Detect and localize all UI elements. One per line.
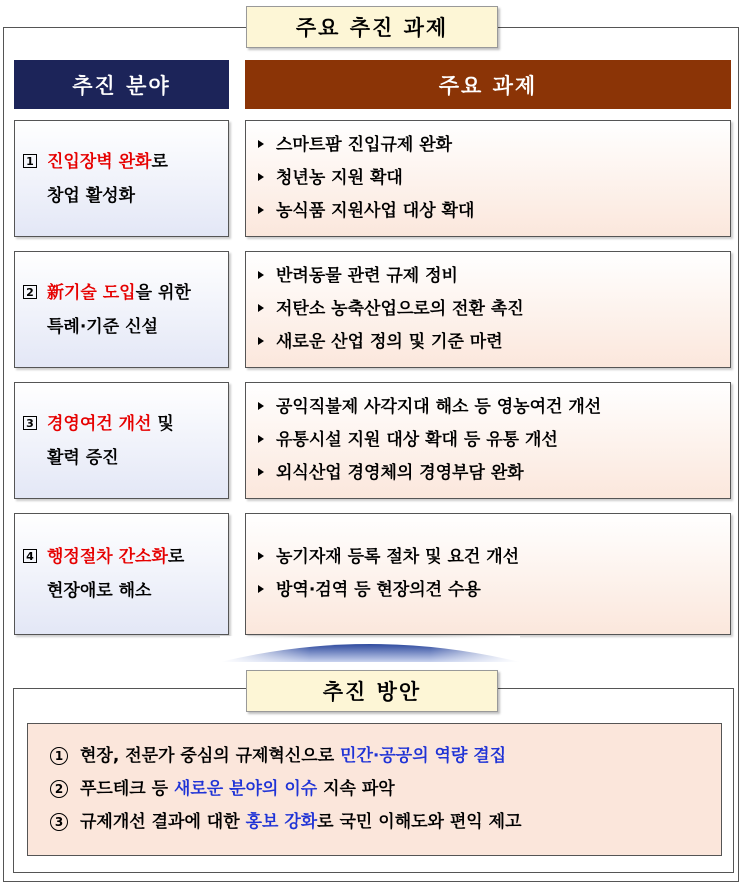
circled-number: 2 (50, 780, 68, 798)
task-item (258, 293, 730, 326)
task-text: 농기자재 등록 절차 및 요건 개선 (276, 547, 520, 567)
method-item (50, 773, 721, 806)
task-text: 스마트팜 진입규제 완화 (276, 135, 453, 155)
page-title: 주요 추진 과제 (246, 6, 498, 48)
bullet-triangle-icon (258, 206, 264, 214)
task-box-4 (245, 513, 731, 635)
category-line1 (23, 276, 228, 310)
bullet-triangle-icon (258, 585, 264, 593)
task-text: 저탄소 농축산업으로의 전환 촉진 (276, 299, 524, 319)
method-item (50, 740, 721, 773)
bullet-triangle-icon (258, 337, 264, 345)
task-box-2 (245, 251, 731, 368)
method-box (27, 723, 722, 856)
task-item (258, 424, 730, 457)
task-text: 외식산업 경영체의 경영부담 완화 (276, 463, 524, 483)
circled-number: 1 (50, 747, 68, 765)
task-item (258, 162, 730, 195)
task-item (258, 574, 730, 607)
circled-number: 3 (50, 813, 68, 831)
method-text: 푸드테크 등 (80, 779, 174, 799)
method-item (50, 806, 721, 839)
task-text: 농식품 지원사업 대상 확대 (276, 201, 475, 221)
task-box-3 (245, 382, 731, 499)
bullet-triangle-icon (258, 304, 264, 312)
task-item (258, 541, 730, 574)
method-title: 추진 방안 (246, 670, 498, 712)
category-highlight: 경영여건 개선 (47, 413, 152, 434)
method-text: 현장, 전문가 중심의 규제혁신으로 (80, 746, 341, 766)
task-item (258, 195, 730, 228)
method-text: 규제개선 결과에 대한 (80, 812, 246, 832)
bullet-triangle-icon (258, 271, 264, 279)
header-tasks: 주요 과제 (245, 60, 731, 109)
bullet-triangle-icon (258, 435, 264, 443)
task-text: 새로운 산업 정의 및 기준 마련 (276, 332, 503, 352)
number-badge: 4 (23, 549, 37, 563)
bullet-triangle-icon (258, 552, 264, 560)
method-highlight: 새로운 분야의 이슈 (173, 779, 318, 799)
category-highlight: 新기술 도입 (47, 282, 136, 303)
category-highlight: 행정절차 간소화 (47, 547, 168, 567)
task-text: 방역·검역 등 현장의견 수용 (276, 580, 481, 600)
category-box-1 (14, 120, 229, 237)
method-text: 지속 파악 (317, 779, 395, 799)
category-line2: 활력 증진 (47, 447, 119, 468)
task-item (258, 129, 730, 162)
category-line1 (23, 407, 228, 441)
up-arrow-icon (220, 636, 520, 664)
bullet-triangle-icon (258, 468, 264, 476)
category-box-2 (14, 251, 229, 368)
number-badge: 2 (23, 285, 37, 299)
method-text: 로 국민 이해도와 편익 제고 (317, 812, 522, 832)
method-highlight: 민간·공공의 역량 결집 (340, 746, 507, 766)
task-text: 반려동물 관련 규제 정비 (276, 266, 458, 286)
task-text: 청년농 지원 확대 (276, 168, 403, 188)
category-box-3 (14, 382, 229, 499)
task-item (258, 260, 730, 293)
number-badge: 3 (23, 416, 37, 430)
header-category: 추진 분야 (14, 60, 229, 109)
task-box-1 (245, 120, 731, 237)
category-highlight: 진입장벽 완화 (47, 151, 152, 172)
task-text: 유통시설 지원 대상 확대 등 유통 개선 (276, 430, 558, 450)
number-badge: 1 (23, 154, 37, 168)
category-text: 로 (167, 547, 185, 567)
category-line2: 특례·기준 신설 (47, 316, 158, 337)
task-item (258, 326, 730, 359)
category-line1 (23, 145, 228, 179)
category-line2: 현장애로 해소 (47, 581, 152, 601)
category-text: 로 (151, 151, 168, 172)
category-text: 및 (151, 413, 174, 434)
category-box-4 (14, 513, 229, 635)
category-line1 (23, 540, 228, 574)
bullet-triangle-icon (258, 173, 264, 181)
task-text: 공익직불제 사각지대 해소 등 영농여건 개선 (276, 397, 602, 417)
task-item (258, 391, 730, 424)
category-line2: 창업 활성화 (47, 185, 136, 206)
category-text: 을 위한 (135, 282, 191, 303)
task-item (258, 457, 730, 490)
bullet-triangle-icon (258, 402, 264, 410)
bullet-triangle-icon (258, 140, 264, 148)
method-highlight: 홍보 강화 (245, 812, 318, 832)
